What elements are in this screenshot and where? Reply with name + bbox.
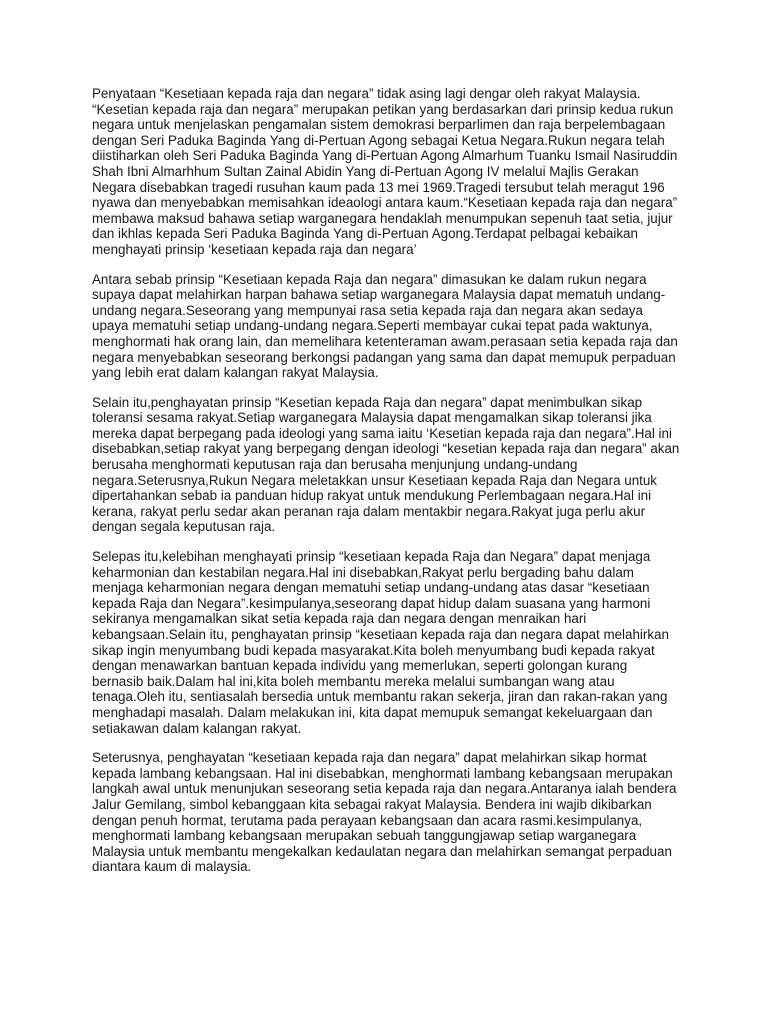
paragraph-introduction: Penyataan “Kesetiaan kepada raja dan negara” tidak asing lagi dengar oleh rakyat Malaysia. “Kesetian kepada raja dan negara” merupakan petikan yang berdasarkan dari prinsip kedua rukun negara untuk menjelaskan pengamalan sistem demokrasi berparlimen dan raja berpelembagaan dengan Seri Paduka Baginda Yang di-Pertuan Agong sebagai Ketua Negara.Rukun negara telah diistiharkan oleh Seri Paduka Baginda Yang di-Pertuan Agong Almarhum Tuanku Ismail Nasiruddin Shah Ibni Almarhhum Sultan Zainal Abidin Yang di-Pertuan Agong IV melalui Majlis Gerakan Negara disebabkan tragedi rusuhan kaum pada 13 mei 1969.Tragedi tersubut telah meragut 196 nyawa dan menyebabkan memisahkan ideaologi antara kaum.“Kesetiaan kepada raja dan negara” membawa maksud bahawa setiap warganegara hendaklah menumpukan sepenuh taat setia, jujur dan ikhlas kepada Seri Paduka Baginda Yang di-Pertuan Agong.Terdapat pelbagai kebaikan menghayati prinsip ‘kesetiaan kepada raja dan negara’	[92, 86, 678, 257]
paragraph-harmony: Selepas itu,kelebihan menghayati prinsip “kesetiaan kepada Raja dan Negara” dapat menjaga keharmonian dan kestabilan negara.Hal ini disebabkan,Rakyat perlu bergading bahu dalam menjaga keharmonian negara dengan mematuhi setiap undang-undang atas dasar “kesetiaan kepada Raja dan Negara”.kesimpulanya,seseorang dapat hidup dalam suasana yang harmoni sekiranya mengamalkan sikat setia kepada raja dan negara dengan menraikan hari kebangsaan.Selain itu, penghayatan prinsip “kesetiaan kepada raja dan negara dapat melahirkan sikap ingin menyumbang budi kepada masyarakat.Kita boleh menyumbang budi kepada rakyat dengan menawarkan bantuan kepada individu yang memerlukan, seperti golongan kurang bernasib baik.Dalam hal ini,kita boleh membantu mereka melalui sumbangan wang atau tenaga.Oleh itu, sentiasalah bersedia untuk membantu rakan sekerja, jiran dan rakan-rakan yang menghadapi masalah. Dalam melakukan ini, kita dapat memupuk semangat kekeluargaan dan setiakawan dalam kalangan rakyat.	[92, 549, 669, 736]
paragraph-national-symbols: Seterusnya, penghayatan “kesetiaan kepada raja dan negara” dapat melahirkan sikap hormat kepada lambang kebangsaan. Hal ini disebabkan, menghormati lambang kebangsaan merupakan langkah awal untuk menunjukan seseorang setia kepada raja dan negara.Antaranya ialah bendera Jalur Gemilang, simbol kebanggaan kita sebagai rakyat Malaysia. Bendera ini wajib dikibarkan dengan penuh hormat, terutama pada perayaan kebangsaan dan acara rasmi.kesimpulanya, menghormati lambang kebangsaan merupakan sebuah tanggungjawap setiap warganegara Malaysia untuk membantu mengekalkan kedaulatan negara dan melahirkan semangat perpaduan diantara kaum di malaysia.	[92, 750, 677, 875]
paragraph-tolerance: Selain itu,penghayatan prinsip “Kesetian kepada Raja dan negara” dapat menimbulkan sikap toleransi sesama rakyat.Setiap warganegara Malaysia dapat mengamalkan sikap toleransi jika mereka dapat berpegang pada ideologi yang sama iaitu ‘Kesetian kepada raja dan negara”.Hal ini disebabkan,setiap rakyat yang berpegang dengan ideologi “kesetian kepada raja dan negara” akan berusaha menghormati keputusan raja dan berusaha menjunjung undang-undang negara.Seterusnya,Rukun Negara meletakkan unsur Kesetiaan kepada Raja dan Negara untuk dipertahankan sebab ia panduan hidup rakyat untuk mendukung Perlembagaan negara.Hal ini kerana, rakyat perlu sedar akan peranan raja dalam mentakbir negara.Rakyat juga perlu akur dengan segala keputusan raja.	[92, 394, 680, 535]
document-page	[92, 86, 682, 889]
paragraph-obey-laws: Antara sebab prinsip “Kesetiaan kepada Raja dan negara” dimasukan ke dalam rukun negara supaya dapat melahirkan harpan bahawa setiap warganegara Malaysia dapat mematuh undang-undang negara.Seseorang yang mempunyai rasa setia kepada raja dan negara akan sedaya upaya mematuhi setiap undang-undang negara.Seperti membayar cukai tepat pada waktunya, menghormati hak orang lain, dan memelihara ketenteraman awam.perasaan setia kepada raja dan negara menyebabkan seseorang berkongsi padangan yang sama dan dapat memupuk perpaduan yang lebih erat dalam kalangan rakyat Malaysia.	[92, 271, 678, 381]
